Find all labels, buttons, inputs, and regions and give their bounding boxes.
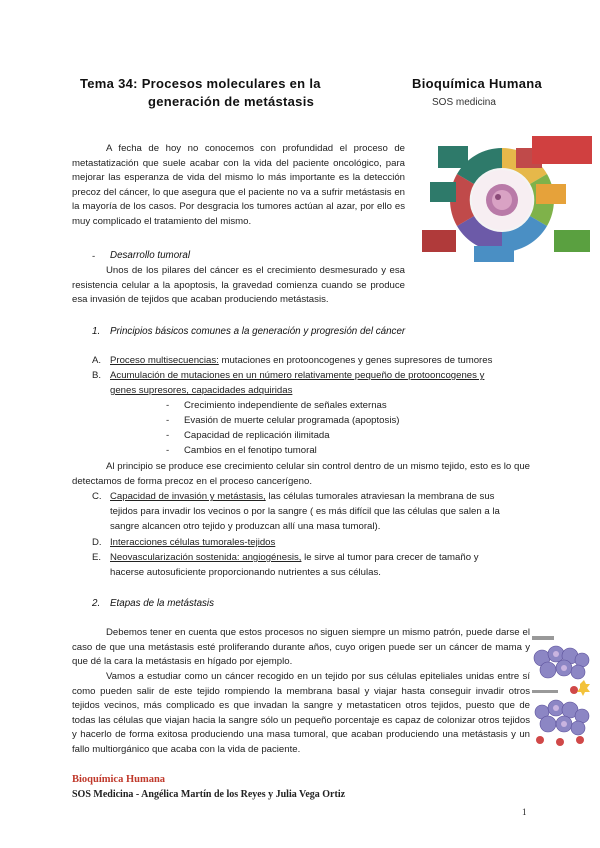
etapas-paragraph-1: Debemos tener en cuenta que estos procesos no siguen siempre un mismo patrón, puede darse el caso de que una metástasis esté proliferando durante años, cuyo origen puede ser un cáncer de mama y que dé la cara la metástasis en hígado por ejemplo. [72, 627, 530, 668]
section1-number: 1. [92, 326, 101, 337]
box-orange [536, 184, 566, 204]
list-c-line2: tejidos para invadir los vecinos o por la sangre ( es más difícil que las células que salen a la [110, 506, 500, 517]
sublist-item: Crecimiento independiente de señales externas [184, 400, 387, 411]
box-red-top [532, 136, 592, 164]
box-green-left [430, 182, 456, 202]
tumoral-text: Unos de los pilares del cáncer es el crecimiento desmesurado y esa resistencia celular a la apoptosis, la gravedad comienza cuando se produce esa invasión de tejidos que acaban produciendo metástasis. [72, 265, 405, 306]
source-label: SOS medicina [432, 97, 496, 108]
subject-title: Bioquímica Humana [412, 76, 543, 91]
intro-paragraph: A fecha de hoy no conocemos con profundidad el proceso de metastatización que suele acabar con la vida del paciente oncológico, para mejorar las esperanza de vida del mismo lo más importante es la detección precoz del cáncer, lo que asegura que el paciente no va a sufrir metástasis en la mayoría de los casos. Por desgracia los tumores actúan al azar, por ello es muy complicado el tratamiento del mismo. [72, 143, 405, 227]
box-blue-bottom [474, 246, 514, 262]
list-e-letter: E. [92, 552, 102, 563]
list-c-letter: C. [92, 491, 102, 502]
section2-number: 2. [92, 598, 101, 609]
section1-heading: Principios básicos comunes a la generación y progresión del cáncer [110, 326, 406, 337]
principio-paragraph: Al principio se produce ese crecimiento celular sin control dentro de un mismo tejido, esto es lo que detectamos de forma precoz en el proceso cancerígeno. [72, 461, 530, 487]
list-d-letter: D. [92, 537, 102, 548]
list-b-letter: B. [92, 370, 102, 381]
sublist-item: Evasión de muerte celular programada (apoptosis) [184, 415, 400, 426]
box-green-right [554, 230, 590, 252]
etapas-paragraph-2: Vamos a estudiar como un cáncer recogido en un tejido por sus células epiteliales unidas entre sí como pueden salir de este tejido rompiendo la membrana basal y viajar hasta conseguir invadir otros tejidos vecinos, más complicado es que invadan la sangre y metastaticen otros tejidos, puesto que de todas las células que viajan hacia la sangre sólo un pequeño porcentaje es capaz de colonizar otros tejidos y hacerlo de forma exitosa produciendo una masa tumoral, que acaban produciendo una metástasis y un fallo multiorgánico que acaba con la vida de paciente. [72, 671, 530, 755]
list-a-item [110, 354, 492, 369]
box-red-left [422, 230, 456, 252]
list-c-line1 [110, 490, 494, 505]
sublist-dash: - [166, 445, 170, 456]
page-number: 1 [522, 807, 527, 817]
list-a-letter: A. [92, 355, 102, 366]
metastasis-illustration [530, 636, 594, 748]
sublist-dash: - [166, 415, 170, 426]
sublist-item: Capacidad de replicación ilimitada [184, 430, 330, 441]
list-a-rest: mutaciones en protooncogenes y genes supresores de tumores [218, 355, 493, 366]
sublist-dash: - [166, 400, 170, 411]
tumoral-heading: Desarrollo tumoral [110, 250, 191, 261]
sublist-item: Cambios en el fenotipo tumoral [184, 445, 317, 456]
footer-subject: Bioquímica Humana [72, 774, 166, 785]
list-e-rest: le sirve al tumor para crecer de tamaño y [301, 552, 479, 563]
list-e-line1 [110, 551, 479, 566]
footer-authors: SOS Medicina - Angélica Martín de los Reyes y Julia Vega Ortiz [72, 789, 346, 800]
list-c-underlined: Capacidad de invasión y metástasis, [110, 491, 266, 502]
box-top-left [438, 146, 468, 168]
list-b-line1: Acumulación de mutaciones en un número relativamente pequeño de protooncogenes y [110, 370, 485, 381]
tumoral-bullet: - [92, 251, 96, 262]
list-e-underlined: Neovascularización sostenida: angiogénesis, [110, 552, 302, 563]
section2-heading: Etapas de la metástasis [110, 598, 215, 609]
hallmarks-diagram [418, 134, 594, 262]
title-line-1: Tema 34: Procesos moleculares en la [80, 76, 321, 91]
list-a-underlined: Proceso multisecuencias: [110, 355, 219, 366]
sublist-dash: - [166, 430, 170, 441]
title-line-2: generación de metástasis [148, 94, 315, 109]
list-d-item: Interacciones células tumorales-tejidos [110, 537, 276, 548]
list-c-rest: las células tumorales atraviesan la membrana de sus [265, 491, 495, 502]
list-e-line2: hacerse autosuficiente proporcionando nutrientes a sus células. [110, 567, 381, 578]
burst-icon [577, 680, 590, 696]
list-c-line3: sangre alcancen otro tejido y produzcan allí una masa tumoral). [110, 521, 381, 532]
list-b-line2: genes supresores, capacidades adquiridas [110, 385, 293, 396]
